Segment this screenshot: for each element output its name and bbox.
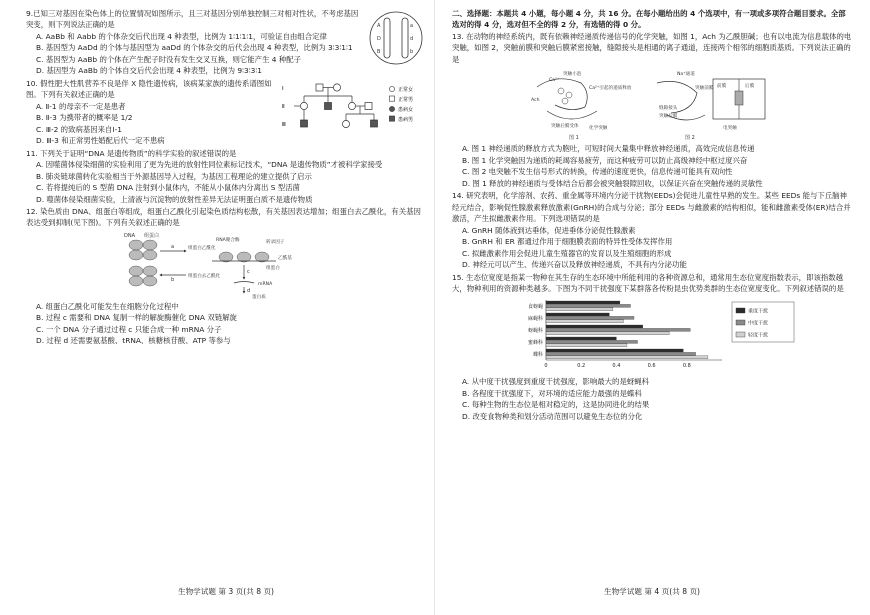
q15-option-c: C. 每种生物的生态位是相对稳定的，这是协同进化的结果: [462, 400, 650, 410]
fig2-pre-membrane: 前膜: [717, 84, 727, 90]
chart-x-tick-label: 0.4: [612, 363, 621, 370]
q12-label-histone: 组蛋白: [144, 232, 160, 239]
q13-option-b: B. 图 1 化学突触因为递质的耗竭容易疲劳，而这种疲劳可以防止高级神经中枢过度兴奋: [462, 155, 748, 165]
chart-bar: [546, 325, 643, 328]
q9-chromosome-figure: [368, 10, 424, 66]
q12-label-histone-2: 组蛋白: [266, 265, 280, 271]
q14-option-b: B. GnRH 和 ER 都通过作用于细胞膜表面的特异性受体发挥作用: [462, 237, 673, 247]
chart-bar: [546, 344, 627, 347]
chart-bar: [546, 317, 634, 320]
fig2-chemical-synapse: 化学突触: [589, 126, 608, 132]
fig1-ach: Ach: [531, 98, 540, 104]
q12-chromatin-figure: [116, 231, 336, 299]
question-14: [452, 190, 852, 270]
q13-synapse-figures: [527, 67, 777, 141]
q12-label-rna-polymerase: RNA聚合酶: [216, 237, 240, 243]
q12-label-c: c: [247, 268, 250, 275]
fig2-post-membrane: 后膜: [745, 84, 755, 90]
question-11: [26, 148, 426, 205]
q12-label-protein: 蛋白质: [252, 294, 266, 299]
chart-bar: [546, 313, 609, 316]
fig1-caption: 图 1: [569, 135, 579, 142]
chart-category-label: 蚜蝇科: [527, 328, 543, 335]
fig1-ca: Ca²⁺: [549, 78, 560, 84]
chart-legend-label: 中度干扰: [748, 320, 769, 327]
chart-x-tick-label: 0.8: [682, 363, 691, 370]
question-15: [452, 272, 852, 423]
chart-bar: [546, 320, 623, 323]
chart-bar: [546, 308, 613, 311]
q15-niche-width-chart: [502, 296, 802, 374]
q10-option-a: A. Ⅱ-1 的母亲不一定是患者: [36, 101, 126, 111]
chart-category-label: 蜜蜂科: [527, 340, 543, 347]
chart-legend-swatch: [736, 308, 745, 313]
fig1-postsynaptic-receptor: 突触后膜受体: [551, 124, 579, 130]
q9-option-b: B. 基因型为 AaDd 的个体与基因型为 aaDd 的个体杂交的后代会出现 4 种表型，比例为 3∶3∶1∶1: [36, 43, 353, 53]
chart-legend-label: 重度干扰: [748, 308, 769, 315]
fig1-ca-release: Ca²⁺引起的递质释放: [589, 86, 632, 92]
q15-option-a: A. 从中度干扰强度到重度干扰强度，影响最大的是蚜蝇科: [462, 377, 650, 387]
q11-stem: 11. 下列关于证明“DNA 是遗传物质”的科学实验的叙述错误的是: [26, 148, 237, 158]
chart-bar: [546, 356, 708, 359]
q11-option-d: D. 噬菌体侵染细菌实验，上清液与沉淀物的放射性差异无法证明蛋白质不是遗传物质: [36, 194, 313, 204]
question-13: [452, 31, 852, 189]
q12-option-d: D. 过程 d 还需要氨基酸、tRNA、核糖核苷酸、ATP 等参与: [36, 336, 231, 346]
legend-normal-male: 正常男: [398, 96, 414, 103]
chart-bar: [546, 301, 620, 304]
q13-option-c: C. 图 2 电突触不发生信号形式的转换，传递的速度更快，信息传递可能具有双向性: [462, 167, 733, 177]
chart-category-label: 麻蝇科: [527, 316, 543, 323]
q15-stem: 15. 生态位宽度是指某一物种在其生存的生态环境中所能利用的各种资源总和，通常用生态位宽度指数表示，即该指数越大，物种利用的资源种类越多。下图为不同干扰强度下某群落各传粉昆虫优势类群的生态位宽度变化。下列叙述错误的是: [452, 272, 844, 293]
q9-option-a: A. AaBb 和 Aabb 的个体杂交后代出现 4 种表型，比例为 1∶1∶1∶1，可验证自由组合定律: [36, 31, 327, 41]
left-page-footer: 生物学试题 第 3 页(共 8 页): [178, 587, 274, 597]
q12-option-b: B. 过程 c 需要和 DNA 复制一样的解旋酶催化 DNA 双链解旋: [36, 313, 237, 323]
q9-label-a: a: [410, 23, 414, 29]
pedigree-gen-1: Ⅰ: [282, 85, 284, 92]
q14-option-c: C. 拟雌激素作用会促进儿童生殖器官的发育以及生殖细胞的形成: [462, 248, 672, 258]
chart-category-label: 蝶科: [532, 352, 543, 359]
left-page: [26, 8, 426, 598]
question-12: [26, 206, 426, 347]
fig2-presynaptic: 突触前膜: [695, 86, 714, 92]
chart-bar: [546, 353, 696, 356]
chart-legend-label: 轻度干扰: [748, 332, 769, 339]
chart-x-tick-label: 0: [544, 363, 548, 370]
legend-affected-female: 患病女: [398, 106, 414, 113]
legend-affected-male: 患病男: [398, 116, 414, 123]
right-page: [452, 8, 852, 598]
chart-category-label: 食蚜蝇: [527, 304, 543, 311]
q12-label-dna: DNA: [124, 232, 136, 239]
q12-label-acetyl-group: 乙酰基: [278, 255, 292, 261]
chart-x-tick-label: 0.6: [647, 363, 656, 370]
q12-label-transcription-factor: 转录因子: [266, 239, 285, 245]
q9-option-d: D. 基因型为 AaBb 的个体自交后代会出现 4 种表型，比例为 9∶3∶3∶1: [36, 66, 262, 76]
q9-label-D: D: [377, 36, 381, 42]
q14-stem: 14. 研究表明，化学溶剂、农药、重金属等环境内分泌干扰物(EEDs)会促进儿童性早熟的发生。某些 EEDs 能与下丘脑神经元结合，影响促性腺激素释放激素(GnRH)的合成与分泌；部分 EEDs 与雌激素的结构相似，能和雌激素受体(ER)结合并激活，产生拟雌激素作用。下列选项错误的是: [452, 191, 851, 224]
chart-bar: [546, 332, 669, 335]
q10-option-c: C. Ⅲ-2 的致病基因来自Ⅰ-1: [36, 124, 122, 134]
pedigree-gen-2: Ⅱ: [282, 103, 285, 110]
fig2-electrical-synapse: 电突触: [723, 126, 737, 132]
q12-label-d: d: [247, 287, 251, 294]
q9-stem: 9.已知三对基因在染色体上的位置情况如图所示，且三对基因分别单独控制三对相对性状，不考虑基因突变，则下列说法正确的是: [26, 9, 359, 30]
fig2-postsynaptic: 突触后膜: [659, 114, 678, 120]
q10-pedigree-figure: [282, 80, 422, 134]
chart-bar: [546, 305, 630, 308]
q12-label-deacetylation: 组蛋白去乙酰化: [188, 273, 221, 279]
chart-bar: [546, 329, 690, 332]
right-page-footer: 生物学试题 第 4 页(共 8 页): [604, 587, 700, 597]
legend-normal-female: 正常女: [398, 86, 414, 93]
q12-option-a: A. 组蛋白乙酰化可能发生在细胞分化过程中: [36, 301, 179, 311]
chart-bar: [546, 341, 638, 344]
q11-option-c: C. 若将提纯后的 S 型菌 DNA 注射到小鼠体内，不能从小鼠体内分离出 S 型活菌: [36, 183, 300, 193]
q12-label-acetylation: 组蛋白乙酰化: [188, 245, 216, 251]
q9-option-c: C. 基因型为 AaBb 的个体在产生配子时没有发生交叉互换，则它能产生 4 种配子: [36, 54, 302, 64]
q14-option-a: A. GnRH 随体液到达垂体，促进垂体分泌促性腺激素: [462, 225, 636, 235]
q12-label-mrna: mRNA: [258, 281, 273, 287]
q9-label-b: b: [410, 49, 414, 55]
fig1-synaptic-vesicle: 突触小泡: [563, 72, 582, 78]
q9-label-d: d: [410, 36, 414, 42]
q12-option-c: C. 一个 DNA 分子通过过程 c 只能合成一种 mRNA 分子: [36, 324, 222, 334]
q10-stem: 10. 假性肥大性肌营养不良是伴 X 隐性遗传病，该病某家族的遗传系谱图如图。下列有关叙述正确的是: [26, 78, 272, 100]
q9-label-B: B: [377, 49, 381, 55]
chart-bar: [546, 349, 683, 352]
chart-bar: [546, 337, 616, 340]
q13-option-a: A. 图 1 神经递质的释放方式为胞吐，可短时间大量集中释放神经递质，高效完成信息传递: [462, 144, 755, 154]
q13-option-d: D. 图 1 释放的神经递质与受体结合后都会被突触裂隙回收，以保证兴奋在突触传递的灵敏性: [462, 178, 763, 188]
page-fold: [434, 0, 435, 615]
q9-label-A: A: [377, 23, 381, 29]
q13-stem: 13. 在动物的神经系统内，既有依赖神经递质传递信号的化学突触，如图 1，Ach 为乙酰胆碱；也有以电流为信息载体的电突触，如图 2，突触前膜和突触后膜紧密接触，缝隙接头是相通的离子通道，连接两个相邻的细胞质基质。下列说法正确的是: [452, 31, 852, 64]
chart-x-tick-label: 0.2: [577, 363, 586, 370]
q10-option-d: D. Ⅲ-3 和正常男性婚配后代一定不患病: [36, 136, 165, 146]
question-10: [26, 78, 426, 147]
chart-legend-swatch: [736, 332, 745, 337]
fig2-na-channel: Na⁺通道: [677, 72, 695, 78]
q11-option-a: A. 因噬菌体侵染细菌的实验利用了更为先进的放射性同位素标记技术，“DNA 是遗传物质”才被科学家接受: [36, 160, 383, 170]
q15-option-d: D. 改变食物种类和划分活动范围可以避免生态位的分化: [462, 411, 643, 421]
question-9: [26, 8, 426, 77]
q10-option-b: B. Ⅱ-3 为携带者的概率是 1/2: [36, 113, 133, 123]
section-2-header: 二、选择题：本题共 4 小题，每小题 4 分，共 16 分。在每小题给出的 4 个选项中，有一项或多项符合题目要求。全部选对的得 4 分，选对但不全的得 2 分，有选错的得 0 分。: [452, 9, 846, 30]
chart-legend-swatch: [736, 320, 745, 325]
q12-label-a: a: [171, 243, 175, 250]
q12-label-b: b: [171, 276, 175, 283]
q11-option-b: B. 肺炎链球菌转化实验相当于外源基因导入过程，为基因工程理论的建立提供了启示: [36, 171, 312, 181]
q12-stem: 12. 染色质由 DNA、组蛋白等组成，组蛋白乙酰化引起染色质结构松散，有关基因表达增加；组蛋白去乙酰化，有关基因表达受到抑制(见下图)。下列有关叙述正确的是: [26, 206, 421, 228]
q15-option-b: B. 各程度干扰强度下，对环境的适应能力最强的是蝶科: [462, 388, 642, 398]
q14-option-d: D. 神经元可以产生、传递兴奋以及释放神经递质，不具有内分泌功能: [462, 260, 687, 270]
pedigree-gen-3: Ⅲ: [282, 121, 286, 128]
fig2-caption: 图 2: [685, 135, 695, 142]
fig2-gap-junction: 缝隙接头: [659, 106, 678, 112]
